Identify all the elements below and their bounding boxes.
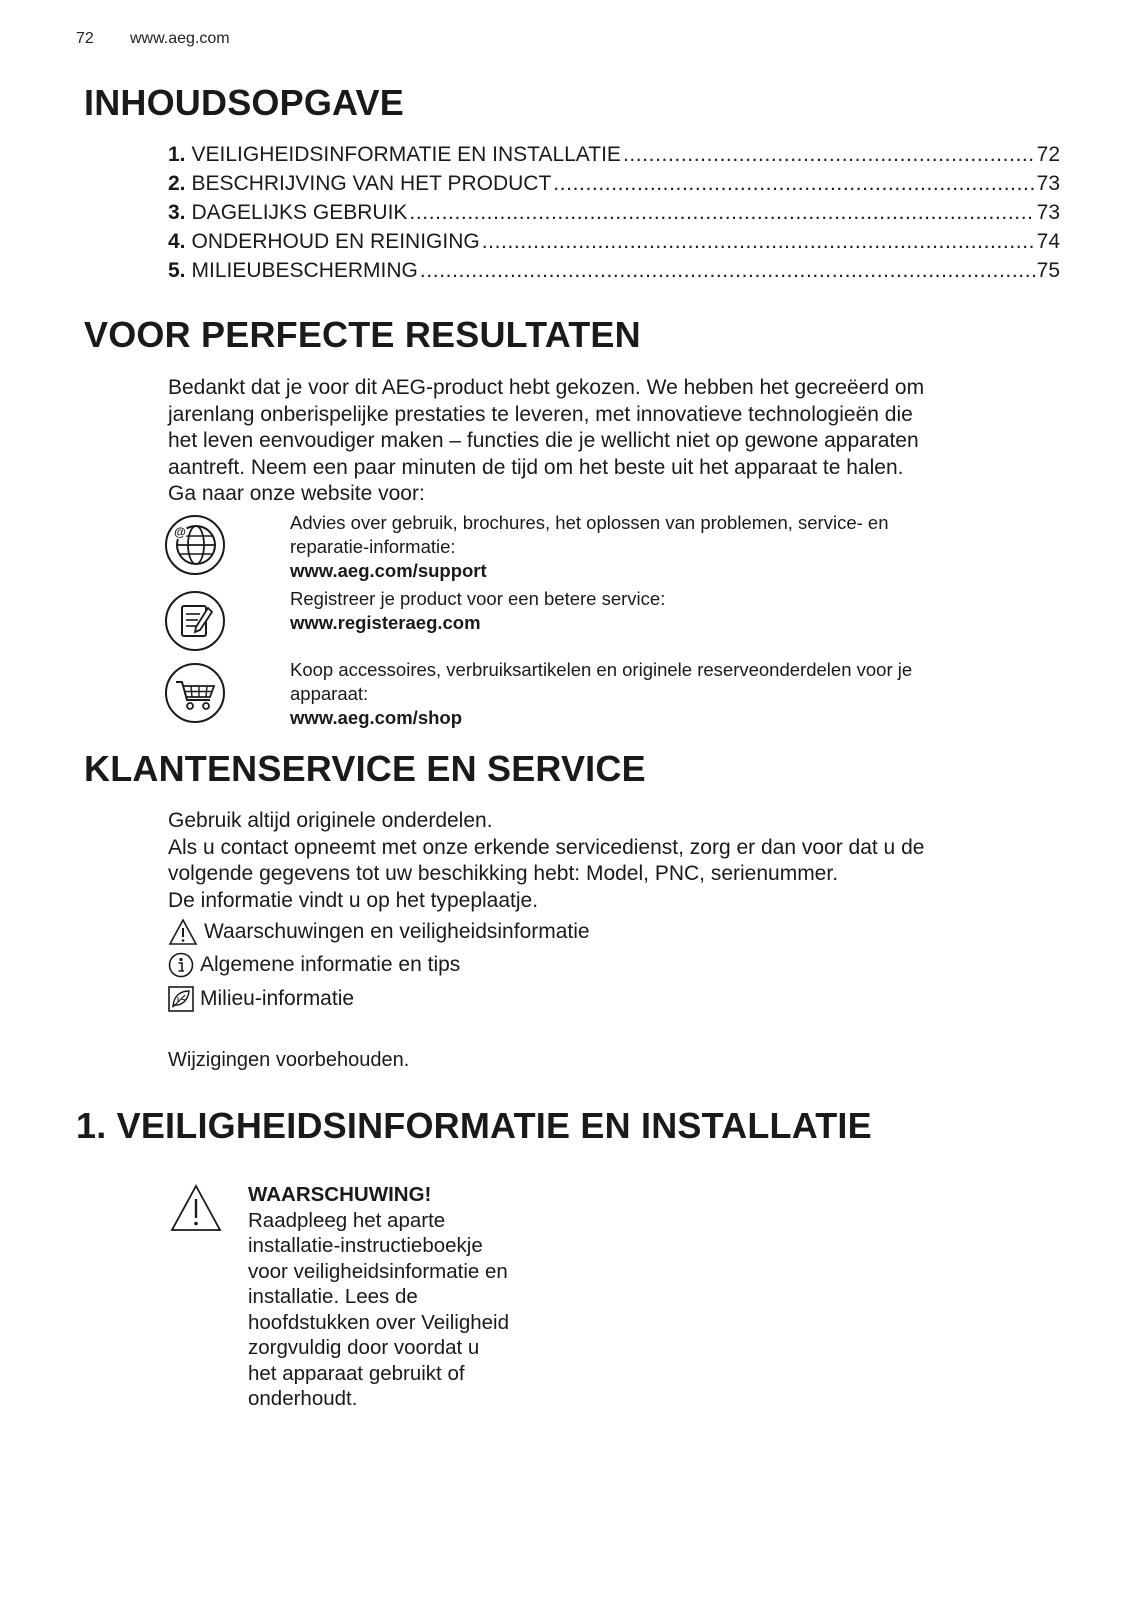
toc-item-number: 5. [168,259,186,282]
toc-item[interactable] [168,259,1060,288]
shop-text: Koop accessoires, verbruiksartikelen en originele reserveonderdelen voor je [290,659,913,680]
intro-line: Bedankt dat je voor dit AEG-product hebt gekozen. We hebben het gecreëerd om [168,376,925,399]
intro-line: het leven eenvoudiger maken – functies die je wellicht niet op gewone apparaten [168,429,919,452]
shop-link[interactable]: www.aeg.com/shop [290,707,463,728]
warning-line: installatie-instructieboekje [248,1234,483,1257]
service-line: Gebruik altijd originele onderdelen. [168,809,493,832]
warning-line: hoofdstukken over Veiligheid [248,1310,509,1334]
section-title-safety: 1. VEILIGHEIDSINFORMATIE EN INSTALLATIE [76,1105,872,1146]
warning-line: zorgvuldig door voordat u [248,1336,480,1359]
toc-item-label: DAGELIJKS GEBRUIK [191,201,408,224]
toc-item-number: 1. [168,143,186,166]
toc-item-number: 4. [168,230,186,253]
toc-item-label: VEILIGHEIDSINFORMATIE EN INSTALLATIE [191,143,621,166]
shopping-cart-icon [164,662,226,724]
toc-item[interactable] [168,143,1060,172]
register-text: Registreer je product voor een betere service: [290,588,666,609]
shop-block [290,658,1050,730]
svg-text:@: @ [174,525,186,539]
intro-line: Ga naar onze website voor: [168,482,425,505]
legend-label: Algemene informatie en tips [200,953,461,976]
support-block [290,511,1050,583]
table-of-contents [168,143,1060,288]
service-line: volgende gegevens tot uw beschikking hebt: Model, PNC, serienummer. [168,862,839,885]
legend-info [168,952,460,978]
legend-environment [168,986,354,1012]
page-number: 72 [76,30,94,47]
toc-item[interactable] [168,230,1060,259]
warning-line: installatie. Lees de [248,1285,418,1308]
warning-triangle-icon [168,918,198,946]
info-icon [168,952,194,978]
toc-item-label: BESCHRIJVING VAN HET PRODUCT [191,172,552,195]
toc-item-page: 73 [1036,201,1060,224]
register-form-icon [164,590,226,652]
register-link[interactable]: www.registeraeg.com [290,612,481,633]
toc-item-label: MILIEUBESCHERMING [191,259,418,282]
warning-title: WAARSCHUWING! [248,1183,432,1206]
support-text: reparatie-informatie: [290,536,456,557]
intro-paragraph [168,375,1068,508]
support-link[interactable]: www.aeg.com/support [290,560,487,581]
toc-item-number: 2. [168,172,186,195]
register-block [290,587,1050,635]
toc-leader [553,172,1034,196]
toc-leader [409,201,1034,225]
warning-triangle-icon [170,1184,222,1232]
globe-at-icon [164,514,226,576]
service-paragraph [168,808,1068,914]
toc-item-label: ONDERHOUD EN REINIGING [191,230,480,253]
leaf-icon [168,986,194,1012]
toc-item[interactable] [168,172,1060,201]
toc-item-page: 74 [1036,230,1060,253]
toc-leader [420,259,1035,283]
toc-item-page: 72 [1036,143,1060,166]
legend-label: Waarschuwingen en veiligheidsinformatie [204,920,590,943]
toc-item-page: 73 [1036,172,1060,195]
service-line: Als u contact opneemt met onze erkende servicedienst, zorg er dan voor dat u de [168,835,925,859]
service-line: De informatie vindt u op het typeplaatje. [168,888,539,912]
warning-line: voor veiligheidsinformatie en [248,1259,508,1283]
changes-note: Wijzigingen voorbehouden. [168,1049,410,1071]
intro-line: aantreft. Neem een paar minuten de tijd om het beste uit het apparaat te halen. [168,455,904,479]
legend-label: Milieu-informatie [200,987,355,1010]
toc-item[interactable] [168,201,1060,230]
warning-block [248,1182,568,1412]
legend-warning [168,918,590,946]
warning-line: Raadpleeg het aparte [248,1208,446,1232]
intro-line: jarenlang onberispelijke prestaties te leveren, met innovatieve technologieën die [168,402,913,426]
shop-text: apparaat: [290,683,369,704]
toc-item-number: 3. [168,201,186,224]
toc-item-page: 75 [1036,259,1060,282]
toc-leader [482,230,1035,254]
toc-leader [623,143,1035,167]
header-website: www.aeg.com [130,30,230,47]
section-title-service: KLANTENSERVICE EN SERVICE [84,748,646,789]
toc-title: INHOUDSOPGAVE [84,82,404,123]
warning-line: onderhoudt. [248,1387,358,1410]
warning-line: het apparaat gebruikt of [248,1361,465,1385]
section-title-perfect: VOOR PERFECTE RESULTATEN [84,314,641,355]
support-text: Advies over gebruik, brochures, het oplossen van problemen, service- en [290,512,889,533]
